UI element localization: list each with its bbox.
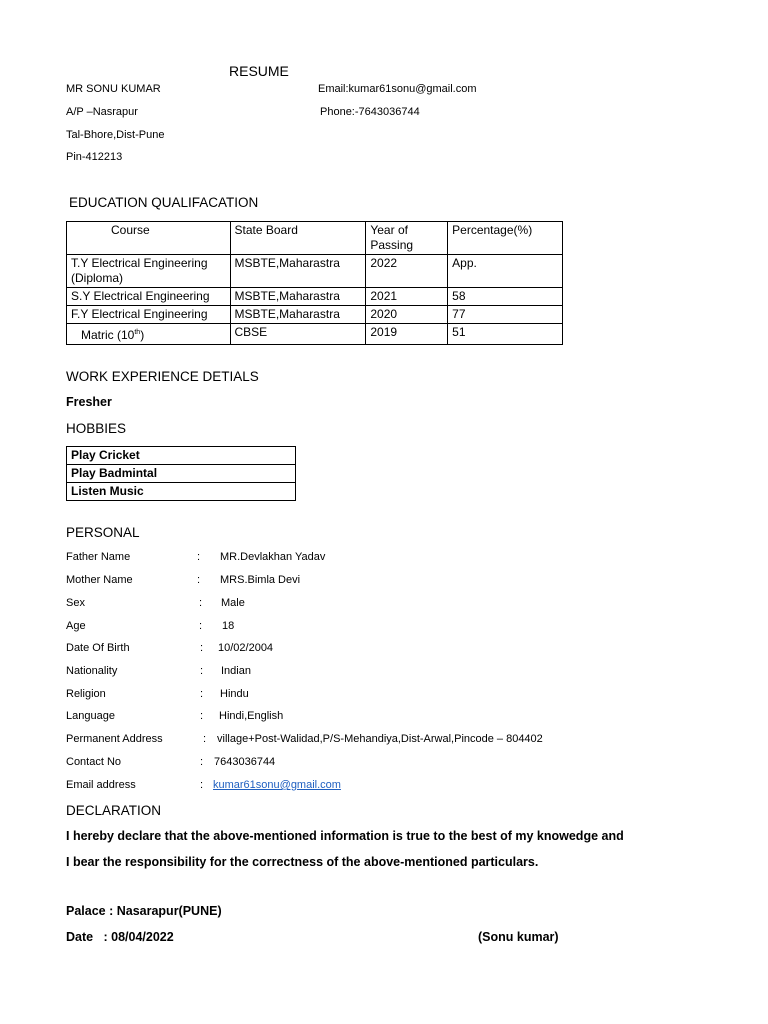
course-superscript: th — [134, 329, 141, 336]
course-cell: S.Y Electrical Engineering — [67, 288, 231, 306]
field-colon: : — [200, 710, 204, 722]
board-cell: MSBTE,Maharastra — [230, 288, 366, 306]
course-text: Matric (10 — [81, 328, 135, 342]
work-value: Fresher — [66, 395, 112, 409]
field-colon: : — [199, 620, 203, 632]
applicant-name: MR SONU KUMAR — [66, 83, 161, 95]
header-email: Email:kumar61sonu@gmail.com — [318, 83, 477, 95]
place-line: Palace : Nasarapur(PUNE) — [66, 904, 222, 918]
course-tail: ) — [140, 328, 145, 342]
declaration-line-1: I hereby declare that the above-mentioned information is true to the best of my knowedge and — [66, 829, 624, 843]
field-colon: : — [200, 756, 204, 768]
column-header-board — [230, 222, 366, 255]
mother-name-value: MRS.Bimla Devi — [220, 574, 301, 586]
personal-heading: PERSONAL — [66, 525, 140, 540]
resume-title: RESUME — [229, 63, 289, 79]
field-label: Nationality — [66, 665, 118, 677]
language-value: Hindi,English — [219, 710, 284, 722]
hobby-item: Play Badmintal — [67, 465, 296, 483]
board-cell: CBSE — [230, 324, 366, 345]
table-row — [67, 255, 563, 288]
signature: (Sonu kumar) — [478, 930, 559, 944]
field-label: Sex — [66, 597, 85, 609]
field-label: Email address — [66, 779, 136, 791]
percentage-cell: App. — [448, 255, 563, 288]
field-label: Mother Name — [66, 574, 133, 586]
field-colon: : — [200, 665, 204, 677]
father-name-value: MR.Devlakhan Yadav — [220, 551, 326, 563]
field-label: Date Of Birth — [66, 642, 130, 654]
field-colon: : — [200, 688, 204, 700]
education-table — [66, 221, 563, 345]
declaration-line-2: I bear the responsibility for the correctness of the above-mentioned particulars. — [66, 855, 539, 869]
nationality-value: Indian — [221, 665, 251, 677]
year-cell: 2022 — [366, 255, 448, 288]
field-label: Language — [66, 710, 115, 722]
religion-value: Hindu — [220, 688, 249, 700]
course-cell: T.Y Electrical Engineering (Diploma) — [67, 255, 231, 288]
contact-value: 7643036744 — [214, 756, 276, 768]
table-row — [67, 324, 563, 345]
declaration-heading: DECLARATION — [66, 803, 162, 818]
list-item — [67, 483, 296, 501]
year-cell: 2021 — [366, 288, 448, 306]
percentage-cell: 51 — [448, 324, 563, 345]
field-label: Age — [66, 620, 86, 632]
column-header-percentage: Percentage(%) — [448, 222, 563, 255]
year-header-text: Year of Passing — [370, 223, 414, 252]
sex-value: Male — [221, 597, 245, 609]
column-header-course: Course — [67, 222, 231, 255]
list-item — [67, 447, 296, 465]
board-cell: MSBTE,Maharastra — [230, 255, 366, 288]
table-row — [67, 288, 563, 306]
field-colon: : — [200, 642, 204, 654]
course-cell — [67, 324, 231, 345]
board-cell: MSBTE,Maharastra — [230, 306, 366, 324]
percentage-cell: 77 — [448, 306, 563, 324]
hobbies-table — [66, 446, 296, 501]
field-colon: : — [203, 733, 207, 745]
hobby-item: Play Cricket — [67, 447, 296, 465]
field-label: Contact No — [66, 756, 122, 768]
hobbies-heading: HOBBIES — [66, 421, 127, 436]
field-label: Permanent Address — [66, 733, 163, 745]
hobby-item: Listen Music — [67, 483, 296, 501]
address-line-1: A/P –Nasrapur — [66, 106, 138, 118]
list-item — [67, 465, 296, 483]
field-label: Father Name — [66, 551, 131, 563]
year-cell: 2019 — [366, 324, 448, 345]
field-label: Religion — [66, 688, 106, 700]
course-cell: F.Y Electrical Engineering — [67, 306, 231, 324]
email-link[interactable]: kumar61sonu@gmail.com — [213, 779, 341, 791]
education-heading: EDUCATION QUALIFACATION — [69, 195, 259, 210]
field-colon: : — [197, 551, 201, 563]
age-value: 18 — [222, 620, 235, 632]
work-heading: WORK EXPERIENCE DETIALS — [66, 369, 259, 384]
board-header-text: State Board — [234, 223, 298, 237]
column-header-year — [366, 222, 448, 255]
field-colon: : — [199, 597, 203, 609]
field-colon: : — [200, 779, 204, 791]
field-colon: : — [197, 574, 201, 586]
table-row — [67, 306, 563, 324]
date-line: Date : 08/04/2022 — [66, 930, 174, 944]
percentage-cell: 58 — [448, 288, 563, 306]
dob-value: 10/02/2004 — [218, 642, 274, 654]
table-header-row — [67, 222, 563, 255]
year-cell: 2020 — [366, 306, 448, 324]
header-phone: Phone:-7643036744 — [320, 106, 420, 118]
address-value: village+Post-Walidad,P/S-Mehandiya,Dist-Arwal,Pincode – 804402 — [217, 733, 543, 745]
pin-code: Pin-412213 — [66, 151, 123, 163]
address-line-2: Tal-Bhore,Dist-Pune — [66, 129, 165, 141]
